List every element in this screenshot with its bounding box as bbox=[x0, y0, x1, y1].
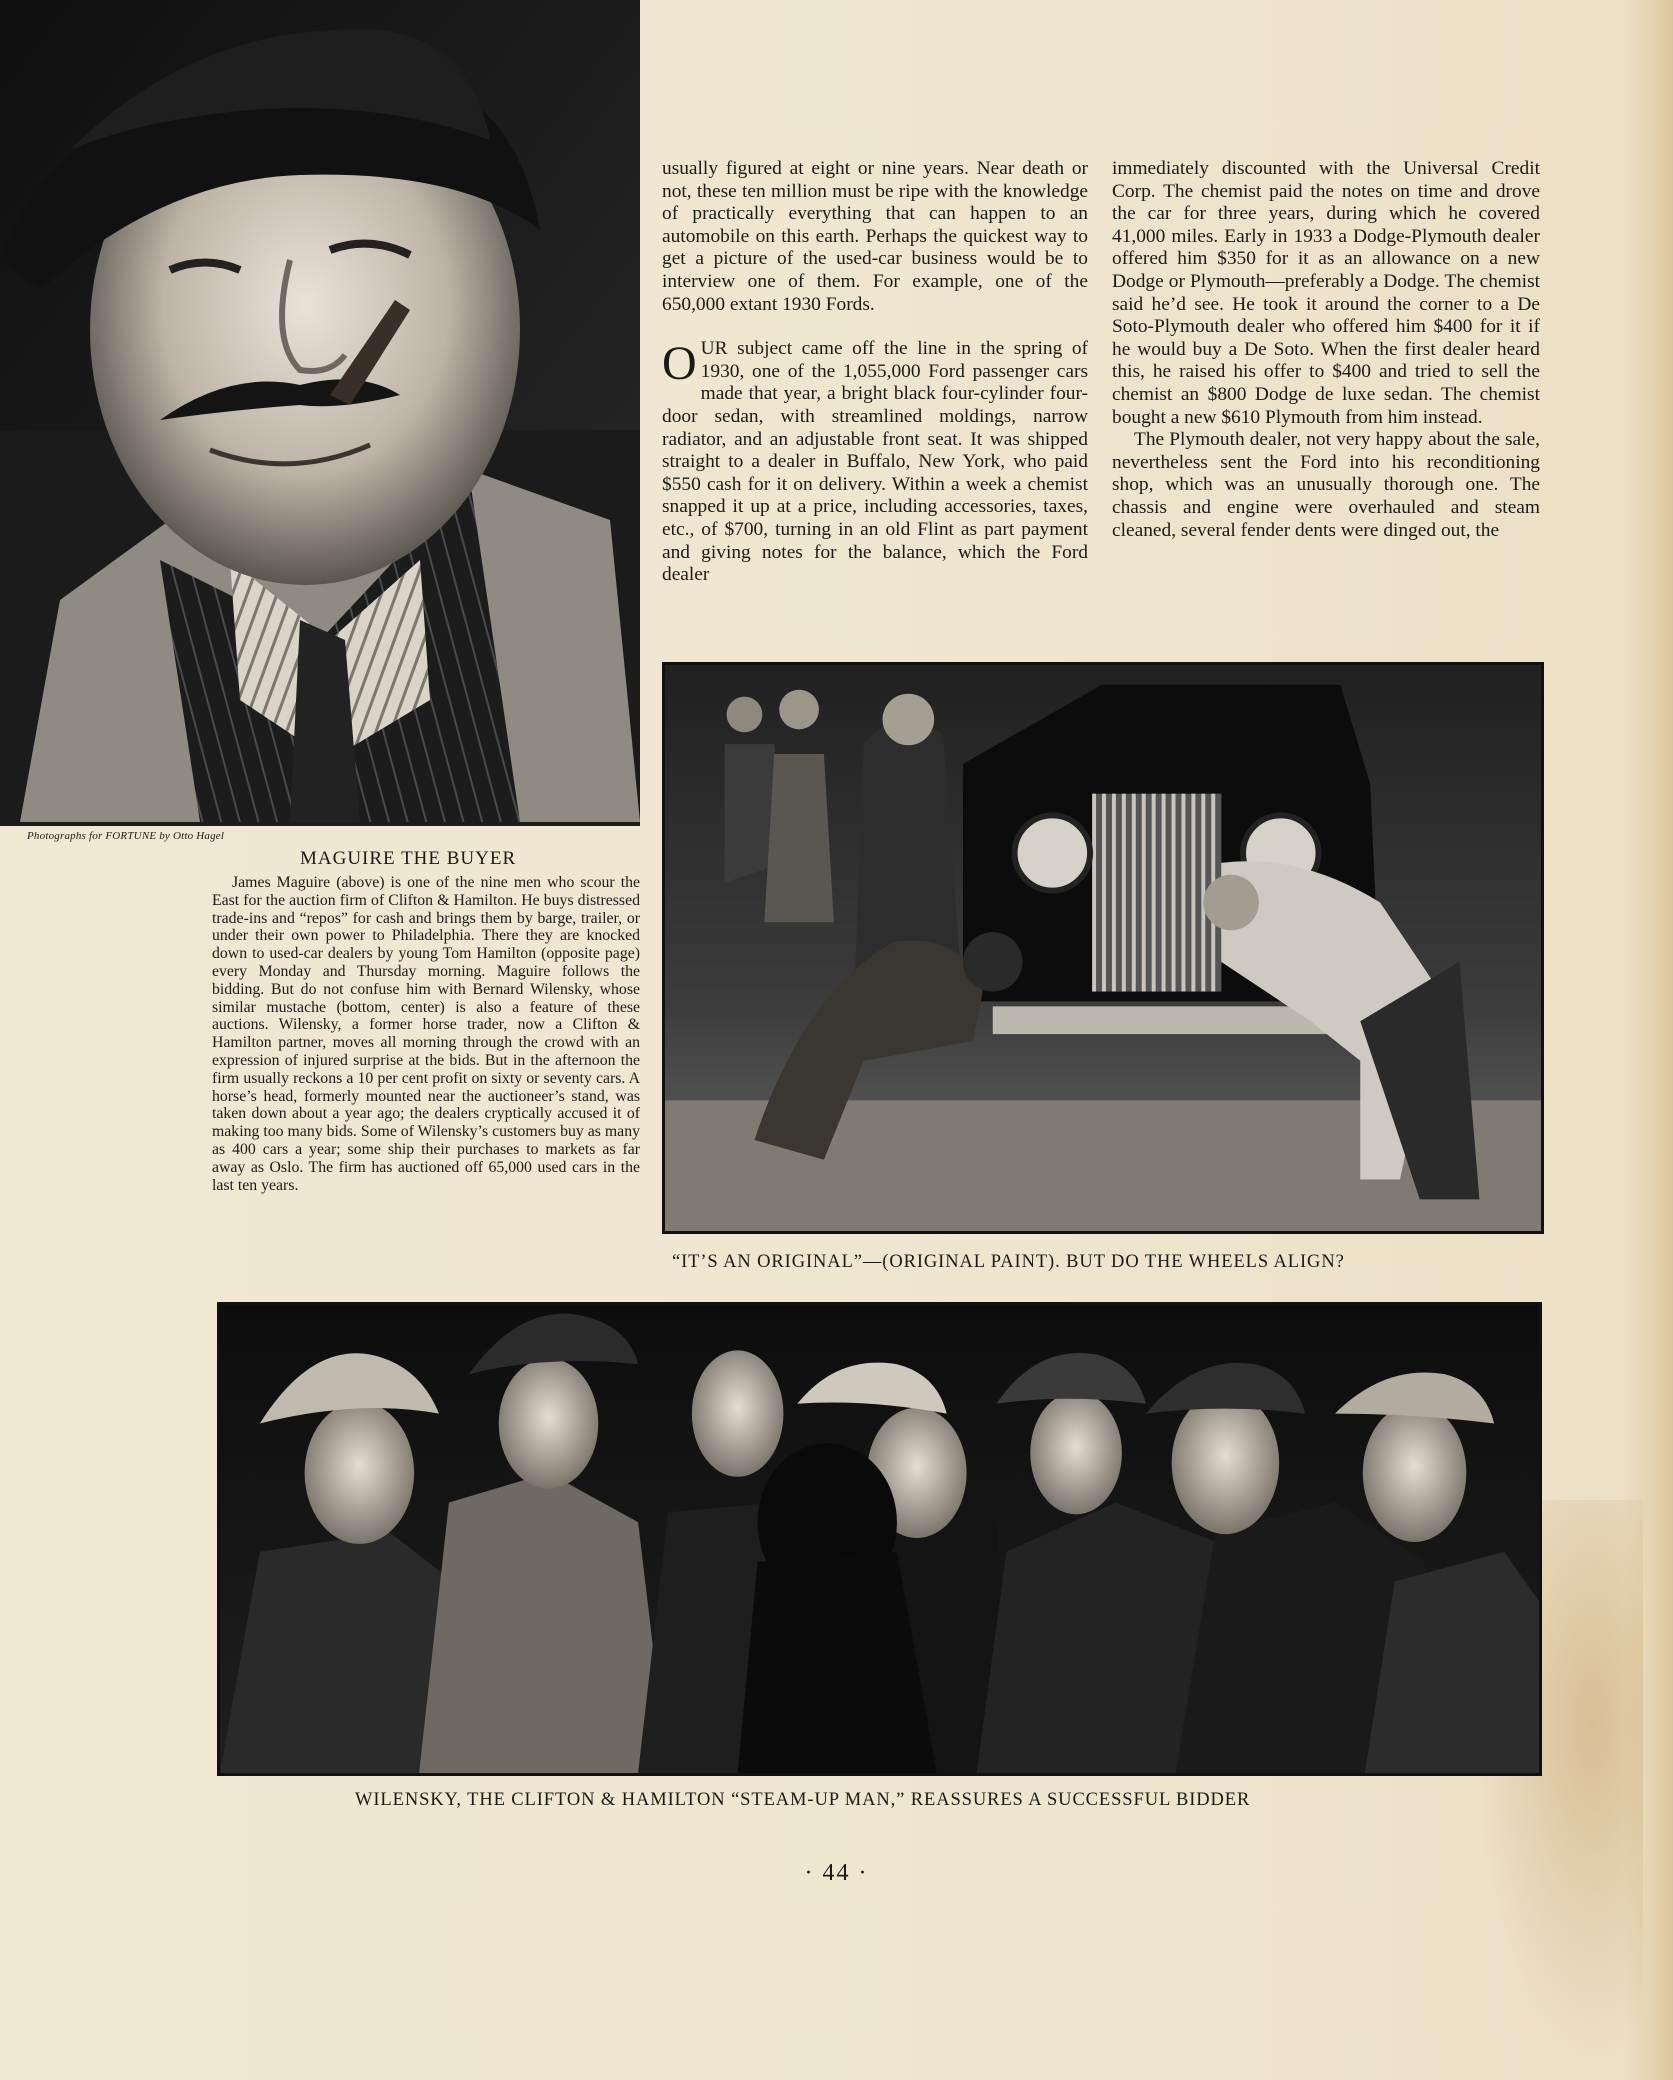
drop-cap: O bbox=[662, 337, 697, 391]
page-number: · 44 · bbox=[804, 1860, 869, 1886]
column2-paragraph-2: The Plymouth dealer, not very happy about the sale, nevertheless sent the Ford into his reconditioning shop, which was an unusually thorough one. The chassis and engine were overhauled and steam cleaned, several fender dents were dinged out, the bbox=[1112, 429, 1540, 541]
middle-photo-caption: “IT’S AN ORIGINAL”—(ORIGINAL PAINT). BUT DO THE WHEELS ALIGN? bbox=[672, 1252, 1345, 1272]
article-column-1 bbox=[662, 158, 1088, 587]
portrait-maguire-photo bbox=[0, 0, 640, 822]
article-column-2 bbox=[1112, 158, 1540, 542]
portrait-illustration bbox=[0, 0, 640, 822]
bidders-group-illustration bbox=[220, 1305, 1539, 1773]
sidebar-body bbox=[212, 874, 640, 1194]
sidebar-paragraph: James Maguire (above) is one of the nine men who scour the East for the auction firm of Clifton & Hamilton. He buys distressed trade-ins and “repos” for cash and brings them by barge, trailer, or under their own power to Philadelphia. There they are knocked down to used-car dealers by young Tom Hamilton (opposite page) every Monday and Thursday morning. Maguire follows the bidding. But do not confuse him with Bernard Wilensky, whose similar mustache (bottom, center) is also a feature of these auctions. Wilensky, a former horse trader, now a Clifton & Hamilton partner, moves all morning through the crowd with an expression of injured surprise at the bids. But in the afternoon the firm usually reckons a 10 per cent profit on sixty or seventy cars. A horse’s head, formerly mounted near the auctioneer’s stand, was taken down about a year ago; the dealers cryptically accused it of making too many bids. Some of Wilensky’s customers buy as many as 400 cars a year; some ship their purchases to markets as far away as Oslo. The firm has auctioned off 65,000 used cars in the last ten years. bbox=[212, 874, 640, 1194]
sidebar-heading: MAGUIRE THE BUYER bbox=[300, 848, 517, 869]
bottom-photo-caption: WILENSKY, THE CLIFTON & HAMILTON “STEAM-UP MAN,” REASSURES A SUCCESSFUL BIDDER bbox=[355, 1790, 1251, 1810]
car-inspection-illustration bbox=[665, 665, 1541, 1231]
column1-paragraph-2-text: UR subject came off the line in the spring of 1930, one of the 1,055,000 Ford passenger cars made that year, a bright black four-cylinder four-door sedan, with streamlined moldings, narrow radiator, and an adjustable front seat. It was shipped straight to a dealer in Buffalo, New York, who paid $550 cash for it on delivery. Within a week a chemist snapped it up at a price, including accessories, taxes, etc., of $700, turning in an old Flint as part payment and giving notes for the balance, which the Ford dealer bbox=[662, 338, 1088, 586]
portrait-photo-border bbox=[0, 822, 640, 826]
bidders-group-photo bbox=[217, 1302, 1542, 1776]
column1-paragraph-1: usually figured at eight or nine years. Near death or not, these ten million must be ripe with the knowledge of practically everything that can happen to an automobile on this earth. Perhaps the quickest way to get a picture of the used-car business would be to interview one of them. For example, one of the 650,000 extant 1930 Fords. bbox=[662, 158, 1088, 315]
column1-paragraph-2 bbox=[662, 338, 1088, 587]
car-inspection-photo bbox=[662, 662, 1544, 1234]
column2-paragraph-1: immediately discounted with the Universal Credit Corp. The chemist paid the notes on time and drove the car for three years, during which he covered 41,000 miles. Early in 1933 a Dodge-Plymouth dealer offered him $350 for it as an allowance on a new Dodge or Plymouth—preferably a Dodge. The chemist said he’d see. He took it around the corner to a De Soto-Plymouth dealer who offered him $400 for it if he would buy a De Soto. When the first dealer heard this, he raised his offer to $400 and tried to sell the chemist an $800 Dodge de luxe sedan. The chemist bought a new $610 Plymouth from him instead. bbox=[1112, 158, 1540, 428]
photo-credit: Photographs for FORTUNE by Otto Hagel bbox=[27, 830, 225, 842]
